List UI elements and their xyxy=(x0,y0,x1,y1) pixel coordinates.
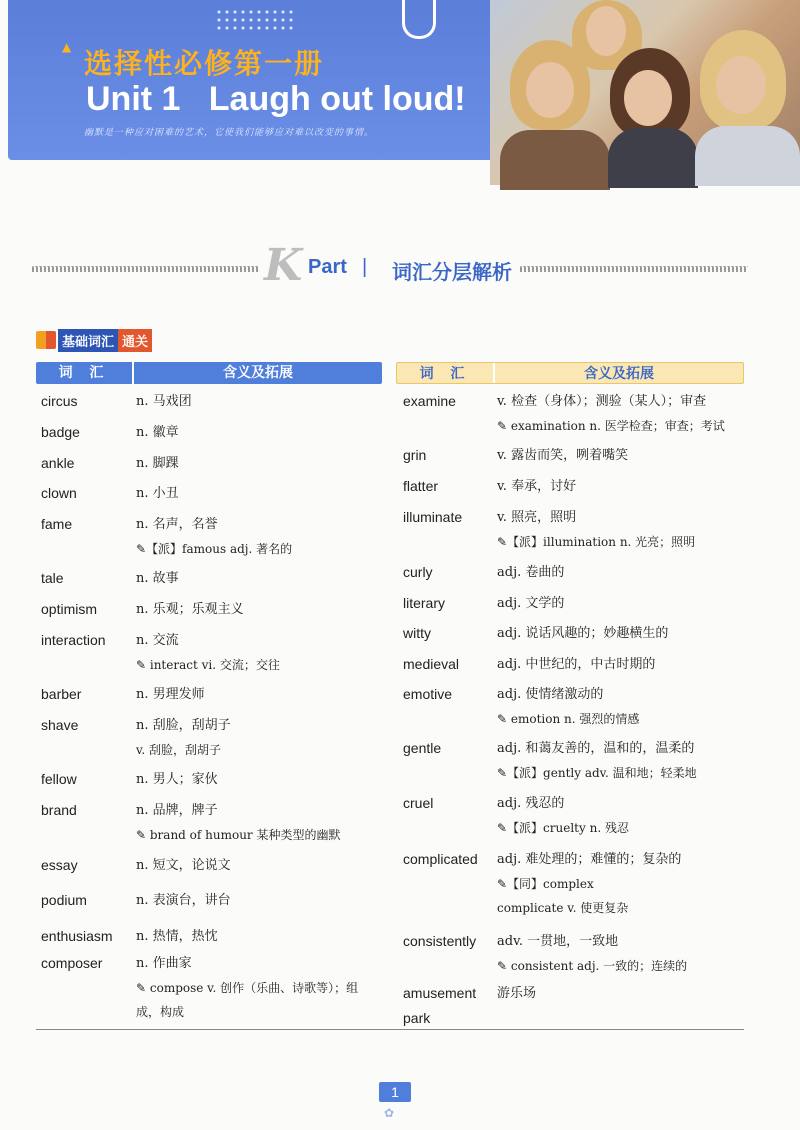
vocab-definition: adj. 卷曲的 xyxy=(497,565,565,580)
vocab-definition: adj. 中世纪的，中古时期的 xyxy=(497,657,656,672)
vocab-word: circus xyxy=(41,393,78,409)
vocab-definition: n. 马戏团 xyxy=(136,394,192,409)
vocab-definition: n. 热情，热忱 xyxy=(136,929,218,944)
book-icon xyxy=(36,331,56,349)
vocab-word: brand xyxy=(41,802,77,818)
vocab-definition: adj. 使情绪激动的 xyxy=(497,687,604,702)
vocab-extension: ✎ compose v. 创作（乐曲、诗歌等）；组 xyxy=(136,981,359,995)
vocab-word: tale xyxy=(41,570,64,586)
vocab-definition: adj. 残忍的 xyxy=(497,796,565,811)
vocab-word: badge xyxy=(41,424,80,440)
vocab-extension: v. 刮脸，刮胡子 xyxy=(136,743,221,757)
book-subject: 选择性必修第一册 xyxy=(84,47,325,80)
vocab-word: shave xyxy=(41,717,79,733)
vocab-word: interaction xyxy=(41,632,106,648)
divider-right xyxy=(520,266,748,272)
header-word: 词 汇 xyxy=(397,363,495,383)
vocab-definition: n. 小丑 xyxy=(136,486,179,501)
laughing-girls-photo xyxy=(490,0,800,185)
vocab-definition: v. 奉承，讨好 xyxy=(497,479,577,494)
vocab-extension: complicate v. 使更复杂 xyxy=(497,901,629,915)
vocab-definition: adj. 文学的 xyxy=(497,596,565,611)
vocab-word: witty xyxy=(403,625,431,641)
vocab-definition: adj. 和蔼友善的，温和的，温柔的 xyxy=(497,741,695,756)
vocab-extension: ✎ interact vi. 交流；交往 xyxy=(136,658,280,672)
vocab-word: literary xyxy=(403,595,446,611)
vocab-word: consistently xyxy=(403,933,477,949)
vocab-word: fellow xyxy=(41,771,77,787)
header-meaning: 含义及拓展 xyxy=(223,365,293,381)
triangle-icon: ▲ xyxy=(62,40,72,54)
vocab-word: emotive xyxy=(403,686,453,702)
header-word: 词 汇 xyxy=(36,362,134,384)
vocab-extension: ✎【派】cruelty n. 残忍 xyxy=(497,821,629,835)
vocab-definition: adj. 说话风趣的；妙趣横生的 xyxy=(497,626,669,641)
vocab-extension: ✎ emotion n. 强烈的情感 xyxy=(497,712,640,726)
page-number: 1 xyxy=(379,1082,411,1102)
vocab-word: fame xyxy=(41,516,73,532)
section-tag xyxy=(36,330,152,350)
vocab-definition: adj. 难处理的；难懂的；复杂的 xyxy=(497,852,682,867)
vocab-word: flatter xyxy=(403,478,439,494)
vocab-definition: n. 男理发师 xyxy=(136,687,205,702)
vocab-word: park xyxy=(403,1010,431,1026)
vocab-word: grin xyxy=(403,447,427,463)
vocab-word: examine xyxy=(403,393,456,409)
unit-banner xyxy=(0,0,800,190)
unit-title: Unit 1 Laugh out loud! xyxy=(86,80,466,118)
vocab-definition: n. 徽章 xyxy=(136,425,179,440)
vocab-definition: n. 名声，名誉 xyxy=(136,517,218,532)
vocab-word: essay xyxy=(41,857,78,873)
vocab-word: gentle xyxy=(403,740,442,756)
vocab-definition: n. 刮脸，刮胡子 xyxy=(136,718,231,733)
vocab-word: composer xyxy=(41,955,103,971)
page-ornament-icon: ✿ xyxy=(384,1106,395,1120)
vocab-extension: ✎【同】complex xyxy=(497,877,594,891)
vocab-word: curly xyxy=(403,564,433,580)
part-heading xyxy=(32,240,748,291)
vocab-definition: n. 表演台，讲台 xyxy=(136,893,231,908)
vocab-extension: ✎ examination n. 医学检查；审查；考试 xyxy=(497,419,725,433)
right-table-header xyxy=(396,362,744,384)
part-label: Part xyxy=(308,256,347,278)
vocab-word: podium xyxy=(41,892,87,908)
vocab-definition: v. 检查（身体）；测验（某人）；审查 xyxy=(497,394,707,409)
vocab-word: medieval xyxy=(403,656,460,672)
vocab-definition: n. 短文，论说文 xyxy=(136,858,231,873)
vocab-word: ankle xyxy=(41,455,75,471)
vocab-definition: n. 乐观；乐观主义 xyxy=(136,602,244,617)
part-letter: K xyxy=(264,240,303,291)
vocab-definition: 游乐场 xyxy=(497,986,537,1001)
vocab-extension: ✎ brand of humour 某种类型的幽默 xyxy=(136,828,341,842)
vocab-definition: adv. 一贯地，一致地 xyxy=(497,934,619,949)
vocab-definition: n. 作曲家 xyxy=(136,956,192,971)
decorative-dots xyxy=(215,8,295,30)
vocab-word: optimism xyxy=(41,601,98,617)
vocab-extension: ✎【派】famous adj. 著名的 xyxy=(136,542,293,556)
vocab-definition: n. 品牌，牌子 xyxy=(136,803,218,818)
bottom-divider xyxy=(36,1029,744,1030)
vocab-definition: n. 脚踝 xyxy=(136,456,179,471)
vocab-word: illuminate xyxy=(403,509,463,525)
section-tag-pass: 通关 xyxy=(118,329,152,352)
vocab-word: cruel xyxy=(403,795,434,811)
vocab-definition: v. 照亮，照明 xyxy=(497,510,577,525)
divider-left xyxy=(32,266,258,272)
vocab-definition: v. 露齿而笑，咧着嘴笑 xyxy=(497,448,629,463)
vocab-definition: n. 男人；家伙 xyxy=(136,772,218,787)
vocab-extension: ✎ consistent adj. 一致的；连续的 xyxy=(497,959,688,973)
vocab-word: barber xyxy=(41,686,82,702)
part-title: 词汇分层解析 xyxy=(392,260,512,284)
vocab-definition: n. 故事 xyxy=(136,571,179,586)
decorative-swirl xyxy=(402,0,436,39)
vocab-extension: ✎【派】illumination n. 光亮；照明 xyxy=(497,535,696,549)
vocab-definition: n. 交流 xyxy=(136,633,179,648)
unit-tagline: 幽默是一种应对困难的艺术，它使我们能够应对难以改变的事情。 xyxy=(84,128,375,138)
vocab-word: clown xyxy=(41,485,77,501)
vocab-word: complicated xyxy=(403,851,478,867)
vocab-extension: 成，构成 xyxy=(136,1005,185,1019)
header-meaning: 含义及拓展 xyxy=(584,366,654,382)
vocab-word: amusement xyxy=(403,985,477,1001)
vocab-extension: ✎【派】gently adv. 温和地；轻柔地 xyxy=(497,766,697,780)
vocab-word: enthusiasm xyxy=(41,928,113,944)
section-tag-basic: 基础词汇 xyxy=(58,329,118,352)
part-separator: | xyxy=(362,256,368,278)
left-table-header xyxy=(36,362,382,384)
